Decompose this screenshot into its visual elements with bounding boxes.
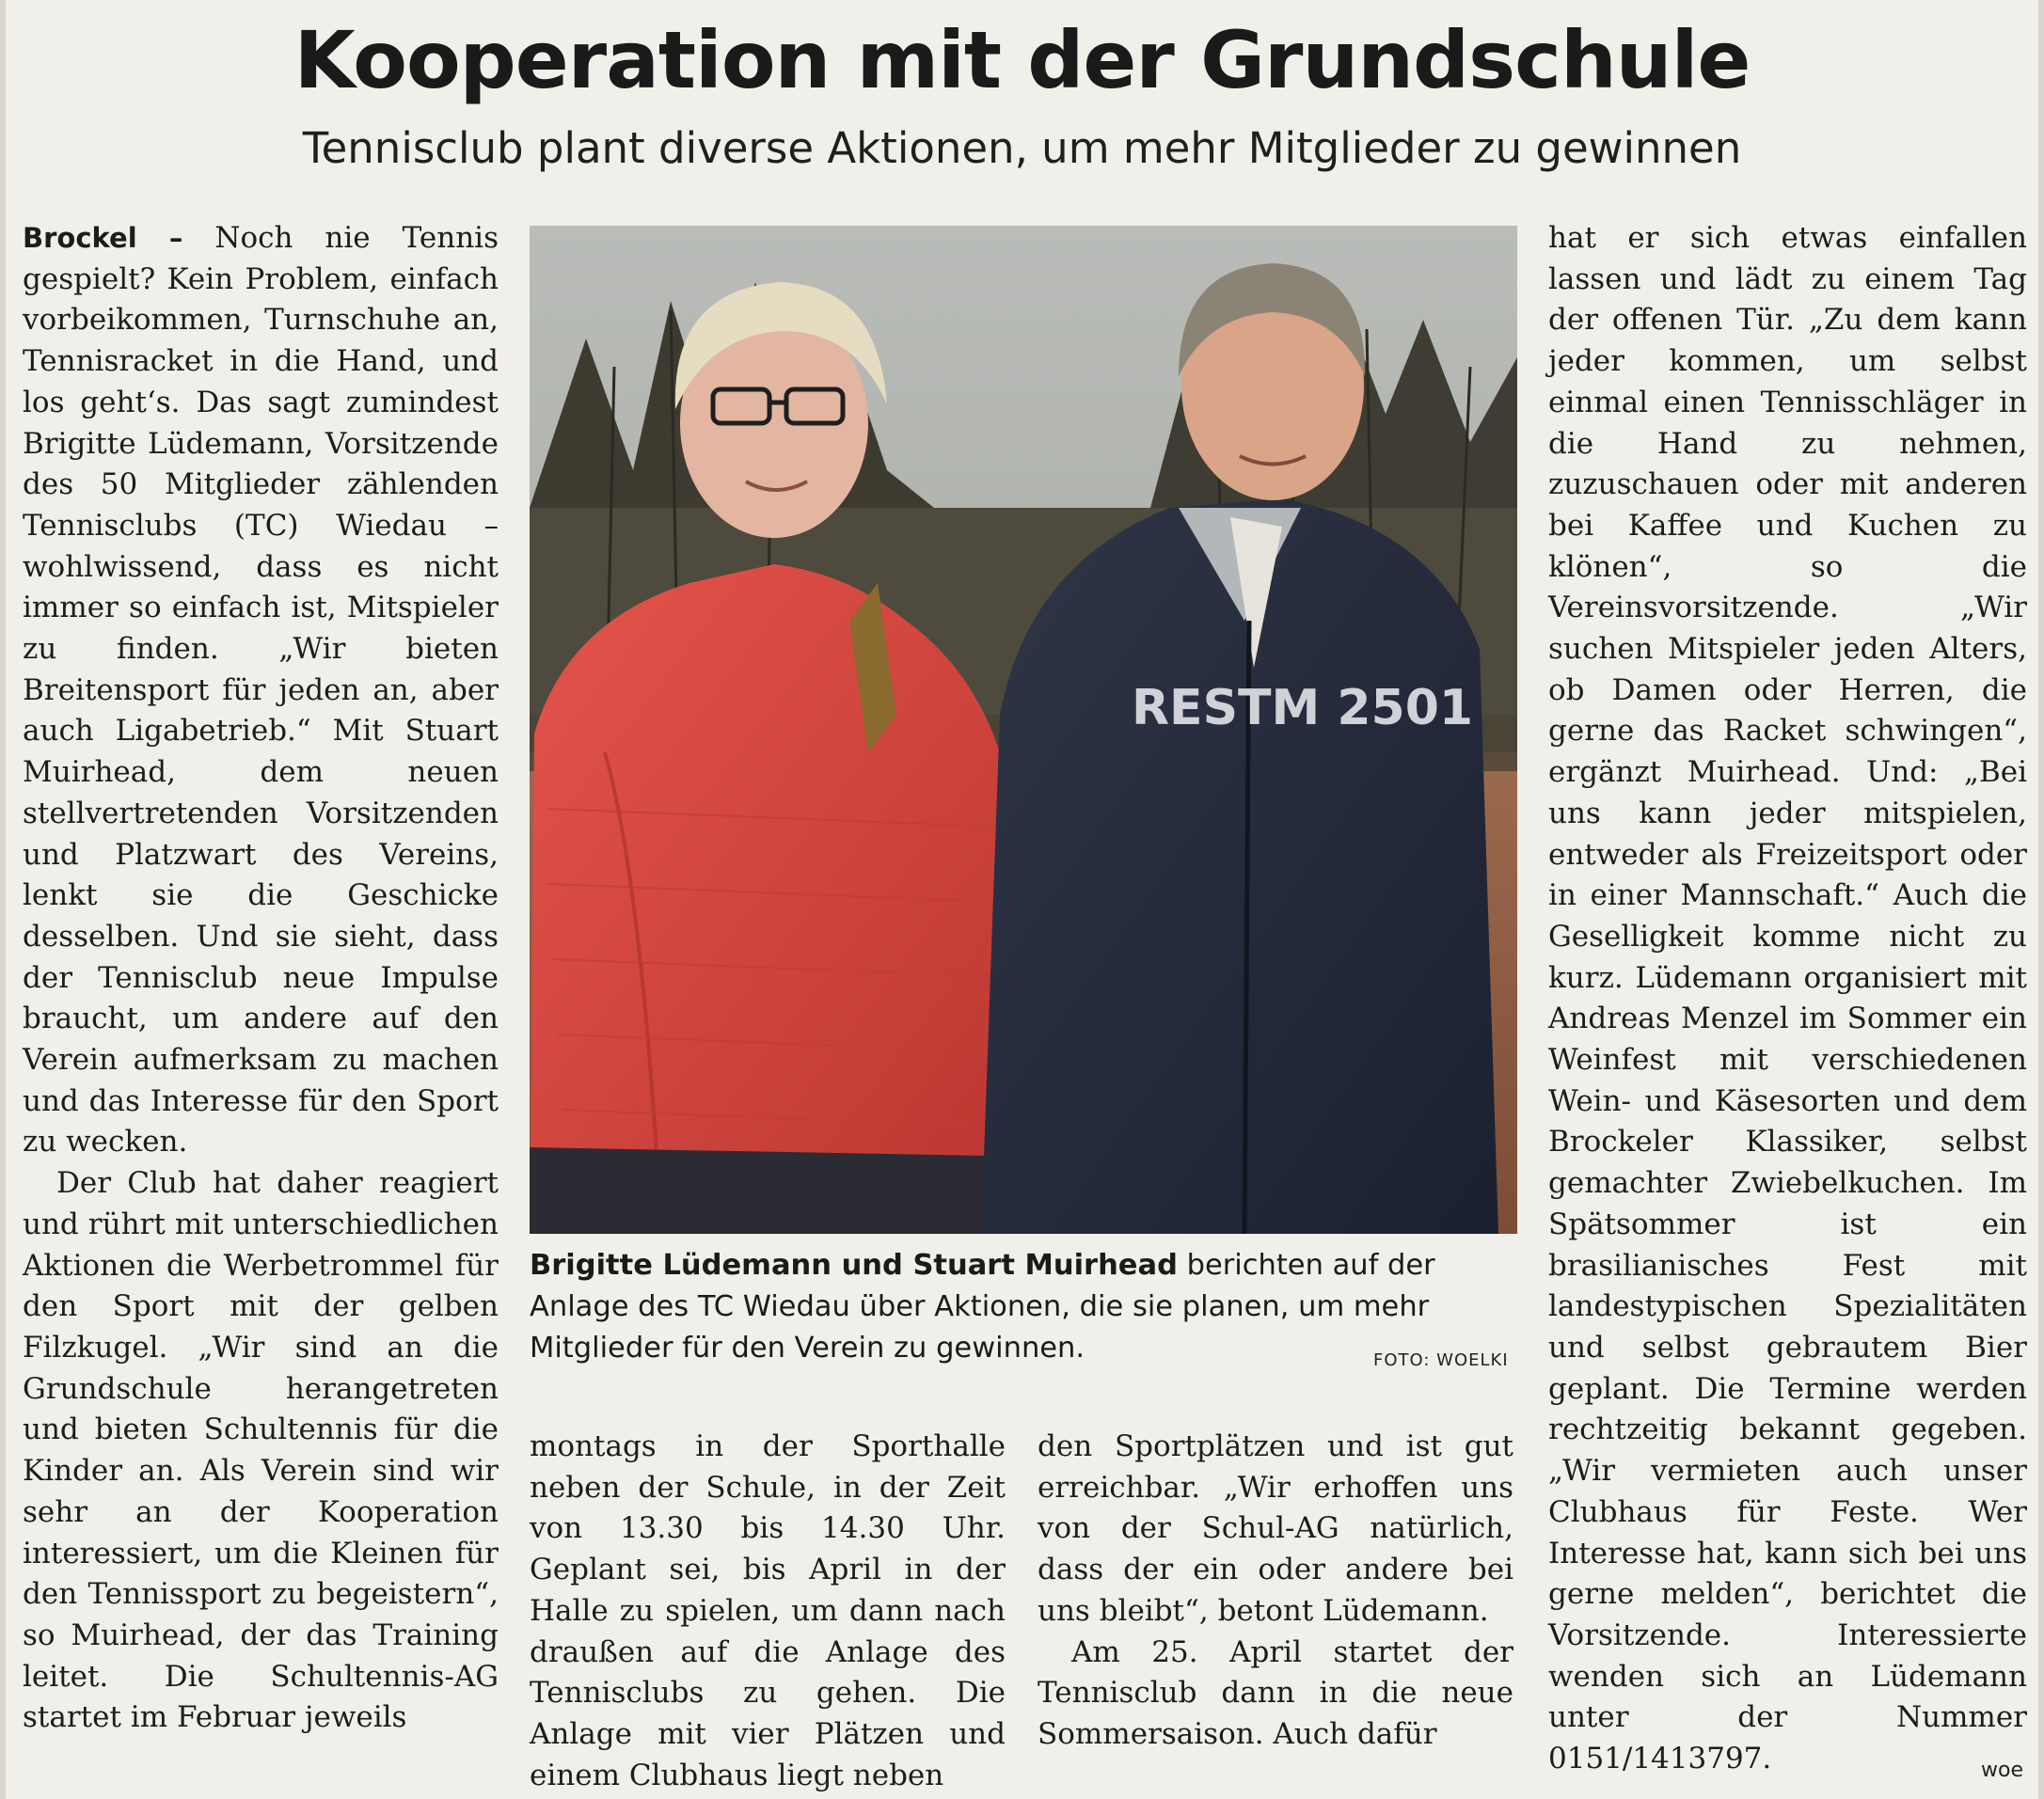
- article-paragraph: den Sportplätzen und ist gut erreichbar. „Wir erhoffen uns von der Schul-AG natürlich, dass der ein oder andere bei uns bleibt“, betont Lüdemann.: [1038, 1429, 1513, 1628]
- page-edge-left: [0, 0, 6, 1799]
- article-paragraph: [23, 218, 499, 1163]
- caption-names: Brigitte Lüdemann und Stuart Muirhead: [530, 1249, 1178, 1282]
- author-signature: woe: [1981, 1759, 2023, 1782]
- photo-illustration: [530, 226, 1517, 1234]
- paragraph-text: Noch nie Tennis gespielt? Kein Problem, einfach vorbeikommen, Turnschuhe an, Tennisracket in die Hand, und los geht‘s. Das sagt zumindest Brigitte Lüdemann, Vorsitzende des 50 Mitglieder zählenden Tennisclubs (TC) Wiedau – wohlwissend, dass es nicht immer so einfach ist, Mitspieler zu finden. „Wir bieten Breitensport für jeden an, aber auch Ligabetrieb.“ Mit Stuart Muirhead, dem neuen stellvertretenden Vorsitzenden und Platzwart des Vereins, lenkt sie die Geschicke desselben. Und sie sieht, dass der Tennisclub neue Impulse braucht, um andere auf den Verein aufmerksam zu machen und das Interesse für den Sport zu wecken.: [23, 221, 499, 1160]
- headline: Kooperation mit der Grundschule: [293, 14, 1751, 106]
- page-edge-right: [2038, 0, 2044, 1799]
- article-column-2: [530, 1427, 1006, 1796]
- caption-text: berichten auf der Anlage des TC Wiedau über Aktionen, die sie planen, um mehr Mitglieder für den Verein zu gewinnen.: [530, 1249, 1435, 1365]
- article-column-4: [1548, 218, 2027, 1780]
- photo-credit: FOTO: WOELKI: [1373, 1350, 1509, 1370]
- article-paragraph: Der Club hat daher reagiert und rührt mit unterschiedlichen Aktionen die Werbetrommel für den Sport mit der gelben Filzkugel. „Wir sind an die Grundschule herangetreten und bieten Schultennis für die Kinder an. Als Verein sind wir sehr an der Kooperation interessiert, um die Kleinen für den Tennissport zu begeistern“, so Muirhead, der das Training leitet. Die Schultennis-AG startet im Februar jeweils: [23, 1166, 499, 1735]
- article-photo: [530, 226, 1517, 1234]
- article-paragraph: montags in der Sporthalle neben der Schule, in der Zeit von 13.30 bis 14.30 Uhr. Geplant sei, bis April in der Halle zu spielen, um dann nach draußen auf die Anlage des Tennisclubs zu gehen. Die Anlage mit vier Plätzen und einem Clubhaus liegt neben: [530, 1429, 1006, 1792]
- article-paragraph: Am 25. April startet der Tennisclub dann in die neue Sommersaison. Auch dafür: [1038, 1634, 1513, 1751]
- subheadline: Tennisclub plant diverse Aktionen, um mehr Mitglieder zu gewinnen: [302, 123, 1742, 173]
- article-column-1: [23, 218, 499, 1739]
- article-column-3: [1038, 1427, 1513, 1756]
- article-paragraph: hat er sich etwas einfallen lassen und lädt zu einem Tag der offenen Tür. „Zu dem kann jeder kommen, um selbst einmal einen Tennisschläger in die Hand zu nehmen, zuzuschauen oder mit anderen bei Kaffee und Kuchen zu klönen“, so die Vereinsvorsitzende. „Wir suchen Mitspieler jeden Alters, ob Damen oder Herren, die gerne das Racket schwingen“, ergänzt Muirhead. Und: „Bei uns kann jeder mitspielen, entweder als Freizeitsport oder in einer Mannschaft.“ Auch die Geselligkeit komme nicht zu kurz. Lüdemann organisiert mit Andreas Menzel im Sommer ein Weinfest mit verschiedenen Wein- und Käsesorten und dem Brockeler Klassiker, selbst gemachter Zwiebelkuchen. Im Spätsommer ist ein brasilianisches Fest mit landestypischen Spezialitäten und selbst gebrautem Bier geplant. Die Termine werden rechtzeitig bekannt gegeben. „Wir vermieten auch unser Clubhaus für Feste. Wer Interesse hat, kann sich bei uns gerne melden“, berichtet die Vorsitzende. Interessierte wenden sich an Lüdemann unter der Nummer 0151/1413797.: [1548, 221, 2027, 1776]
- jacket-print-text: RESTM 2501: [1132, 680, 1474, 736]
- photo-caption: [530, 1245, 1517, 1369]
- dateline: Brockel –: [23, 222, 183, 254]
